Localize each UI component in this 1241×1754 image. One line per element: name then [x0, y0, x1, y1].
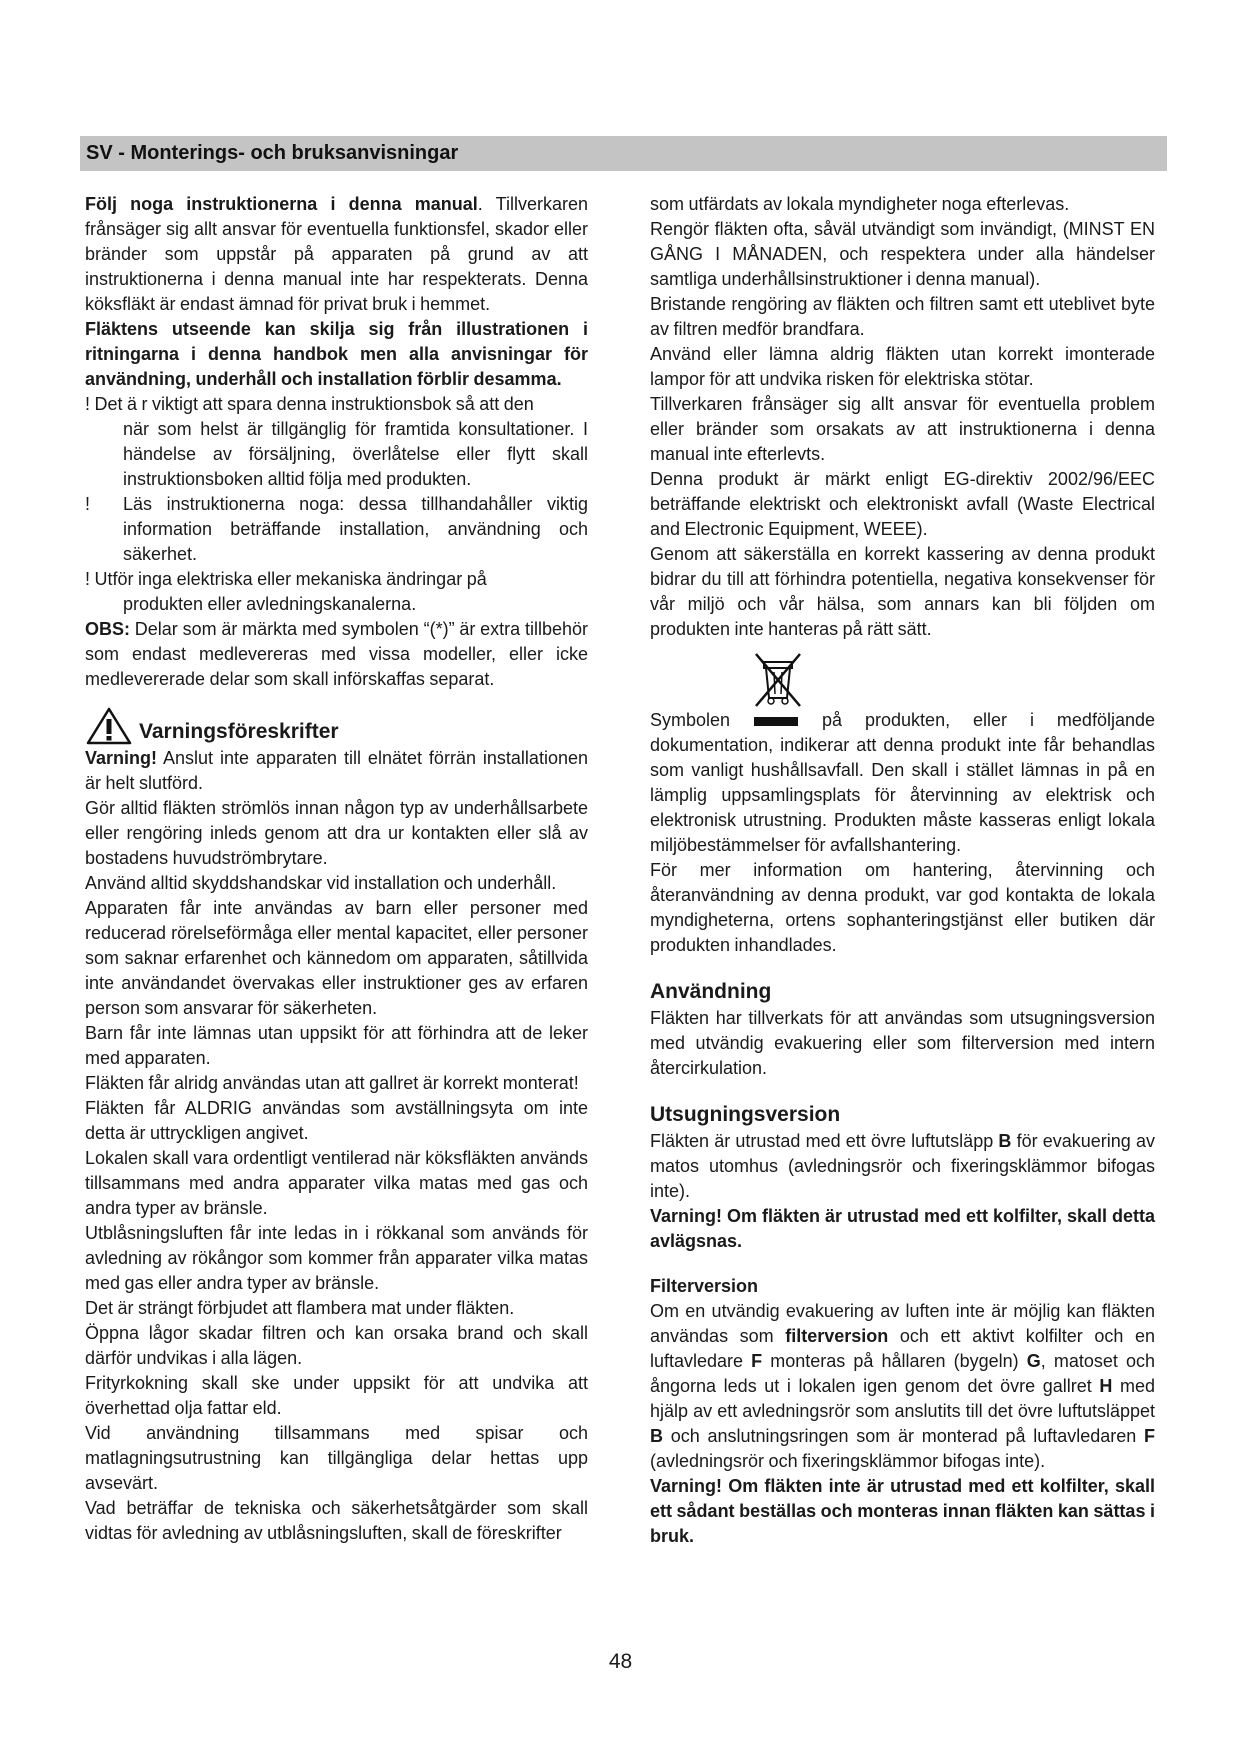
safety-paragraph-3: Apparaten får inte användas av barn eller personer med reducerad rörelseförmåga eller mental kapacitet, eller personer som saknar erfarenhet och kännedom om apparaten, såtillvida inte användandet övervakas eller instruktioner ges av erfaren person som ansvarar för säkerheten.	[85, 898, 588, 1018]
safety-paragraph-6: Fläkten får ALDRIG användas som avställningsyta om inte detta är uttryckligen angivet.	[85, 1098, 588, 1143]
page-number: 48	[608, 1650, 633, 1673]
right-paragraph-8: För mer information om hantering, återvinning och återanvändning av denna produkt, var god kontakta de lokala myndigheterna, ortens sophanteringstjänst eller butiken där produkten inhandlades.	[650, 860, 1155, 955]
safety-paragraph-10: Öppna lågor skadar filtren och kan orsaka brand och skall därför undvikas i alla lägen.	[85, 1323, 588, 1368]
right-paragraph-5: Tillverkaren frånsäger sig allt ansvar för eventuella problem eller bränder som orsakats av att instruktionerna i denna manual inte efterlevts.	[650, 394, 1155, 464]
extraction-title: Utsugningsversion	[650, 1103, 841, 1126]
right-column	[650, 192, 1155, 1549]
extraction-paragraph: Fläkten är utrustad med ett övre luftutsläpp B för evakuering av matos utomhus (avledningsrör och fixeringsklämmor bifogas inte).	[650, 1131, 1156, 1201]
bang-item-2: ! Läs instruktionerna noga: dessa tillhandahåller viktig information beträffande installation, användning och säkerhet.	[85, 494, 588, 564]
weee-symbol-area	[650, 650, 1155, 708]
symbol-paragraph-continued: dokumentation, indikerar att denna produkt inte får behandlas som vanligt hushållsavfall. Den skall i stället lämnas in på en lämplig uppsamlingsplats för återvinning av elektrisk och elektronisk utrustning. Produkten måste kasseras enligt lokala miljöbestämmelser för avfallshantering.	[650, 735, 1155, 855]
safety-paragraph-1: Gör alltid fläkten strömlös innan någon typ av underhållsarbete eller rengöring inleds genom att dra ur kontakten eller slå av bostadens huvudströmbrytare.	[85, 798, 588, 868]
filter-warning: Varning! Om fläkten inte är utrustad med ett kolfilter, skall ett sådant beställas och monteras innan fläkten kan sättas i bruk.	[650, 1476, 1155, 1546]
usage-paragraph: Fläkten har tillverkats för att användas som utsugningsversion med utvändig evakuering eller som filterversion med intern återcirkulation.	[650, 1008, 1155, 1078]
right-paragraph-7: Genom att säkerställa en korrekt kassering av denna produkt bidrar du till att förhindra potentiella, negativa konsekvenser för vår miljö och vår hälsa, som annars kan bli följden om produkten inte hanteras på rätt sätt.	[650, 544, 1155, 639]
safety-paragraph-4: Barn får inte lämnas utan uppsikt för att förhindra att de leker med apparaten.	[85, 1023, 588, 1068]
safety-paragraph-7: Lokalen skall vara ordentligt ventilerad när köksfläkten används tillsammans med andra apparater vilka matas med gas och andra typer av bränsle.	[85, 1148, 588, 1218]
safety-paragraph-2: Använd alltid skyddshandskar vid installation och underhåll.	[85, 873, 557, 893]
weee-bar-icon	[754, 717, 798, 726]
spacer	[650, 958, 1155, 978]
bang-item-3: ! Utför inga elektriska eller mekaniska ändringar på	[85, 569, 487, 589]
left-column	[85, 192, 588, 1546]
right-paragraph-4: Använd eller lämna aldrig fläkten utan korrekt imonterade lampor för att undvika risken för elektriska stötar.	[650, 344, 1155, 389]
obs-paragraph: OBS: Delar som är märkta med symbolen “(*)” är extra tillbehör som endast medlevereras med vissa modeller, eller icke medlevererade delar som skall införskaffas separat.	[85, 619, 588, 689]
weee-crossed-bin-icon	[750, 650, 806, 708]
safety-paragraph-9: Det är strängt förbjudet att flambera mat under fläkten.	[85, 1298, 515, 1318]
filter-title: Filterversion	[650, 1276, 759, 1296]
section-header	[80, 136, 1167, 171]
bang-item-1: ! Det ä r viktigt att spara denna instruktionsbok så att den	[85, 394, 534, 414]
right-paragraph-2: Rengör fläkten ofta, såväl utvändigt som invändigt, (MINST EN GÅNG I MÅNADEN, och respektera under alla händelser samtliga underhållsinstruktioner i denna manual).	[650, 219, 1155, 289]
warning-paragraph: Varning! Anslut inte apparaten till elnätet förrän installationen är helt slutförd.	[85, 748, 588, 793]
appearance-note: Fläktens utseende kan skilja sig från illustrationen i ritningarna i denna handbok men alla anvisningar för användning, underhåll och installation förblir desamma.	[85, 319, 588, 389]
safety-paragraph-5: Fläkten får alridg användas utan att gallret är korrekt monterat!	[85, 1073, 579, 1093]
bang-item-1-continued: när som helst är tillgänglig för framtida konsultationer. I händelse av försäljning, överlåtelse eller flytt skall instruktionsboken alltid följa med produkten.	[123, 419, 588, 489]
symbol-paragraph: Symbolen på produkten, eller i medföljande	[650, 710, 1155, 730]
warnings-title: Varningsföreskrifter	[139, 720, 339, 743]
extraction-warning: Varning! Om fläkten är utrustad med ett kolfilter, skall detta avlägsnas.	[650, 1206, 1155, 1251]
safety-paragraph-12: Vid användning tillsammans med spisar och matlagningsutrustning kan tillgängliga delar hettas upp avsevärt.	[85, 1423, 588, 1493]
safety-paragraph-8: Utblåsningsluften får inte ledas in i rökkanal som används för avledning av rökångor som kommer från apparater vilka matas med gas eller andra typer av bränsle.	[85, 1223, 588, 1293]
spacer	[650, 1081, 1155, 1101]
safety-paragraph-11: Frityrkokning skall ske under uppsikt för att undvika att överhettad olja fattar eld.	[85, 1373, 588, 1418]
right-paragraph-1: som utfärdats av lokala myndigheter noga efterlevas.	[650, 194, 1070, 214]
usage-title: Användning	[650, 980, 772, 1003]
filter-paragraph: Om en utvändig evakuering av luften inte är möjlig kan fläkten användas som filterversion och ett aktivt kolfilter och en luftavledare F monteras på hållaren (bygeln) G, matoset och ångorna leds ut i lokalen igen genom det övre gallret H med hjälp av ett avledningsrör som anslutits till det övre luftutsläppet B och anslutningsringen som är monterad på luftavledaren F (avledningsrör och fixeringsklämmor bifogas inte).	[650, 1301, 1155, 1471]
intro-paragraph: Följ noga instruktionerna i denna manual. Tillverkaren frånsäger sig allt ansvar för eventuella funktionsfel, skador eller bränder som uppstår på apparaten på grund av att instruktionerna i denna manual inte har respekterats. Denna köksfläkt är endast ämnad för privat bruk i hemmet.	[85, 194, 588, 314]
section-title: SV - Monterings- och bruksanvisningar	[86, 142, 459, 164]
warnings-heading	[85, 706, 588, 746]
right-paragraph-3: Bristande rengöring av fläkten och filtren samt ett uteblivet byte av filtren medför brandfara.	[650, 294, 1155, 339]
right-paragraph-6: Denna produkt är märkt enligt EG-direktiv 2002/96/EEC beträffande elektriskt och elektroniskt avfall (Waste Electrical and Electronic Equipment, WEEE).	[650, 469, 1155, 539]
safety-paragraph-13: Vad beträffar de tekniska och säkerhetsåtgärder som skall vidtas för avledning av utblåsningsluften, skall de föreskrifter	[85, 1498, 588, 1543]
spacer	[650, 1254, 1155, 1274]
bang-item-3-continued: produkten eller avledningskanalerna.	[123, 594, 417, 614]
warning-triangle-icon	[85, 706, 133, 746]
